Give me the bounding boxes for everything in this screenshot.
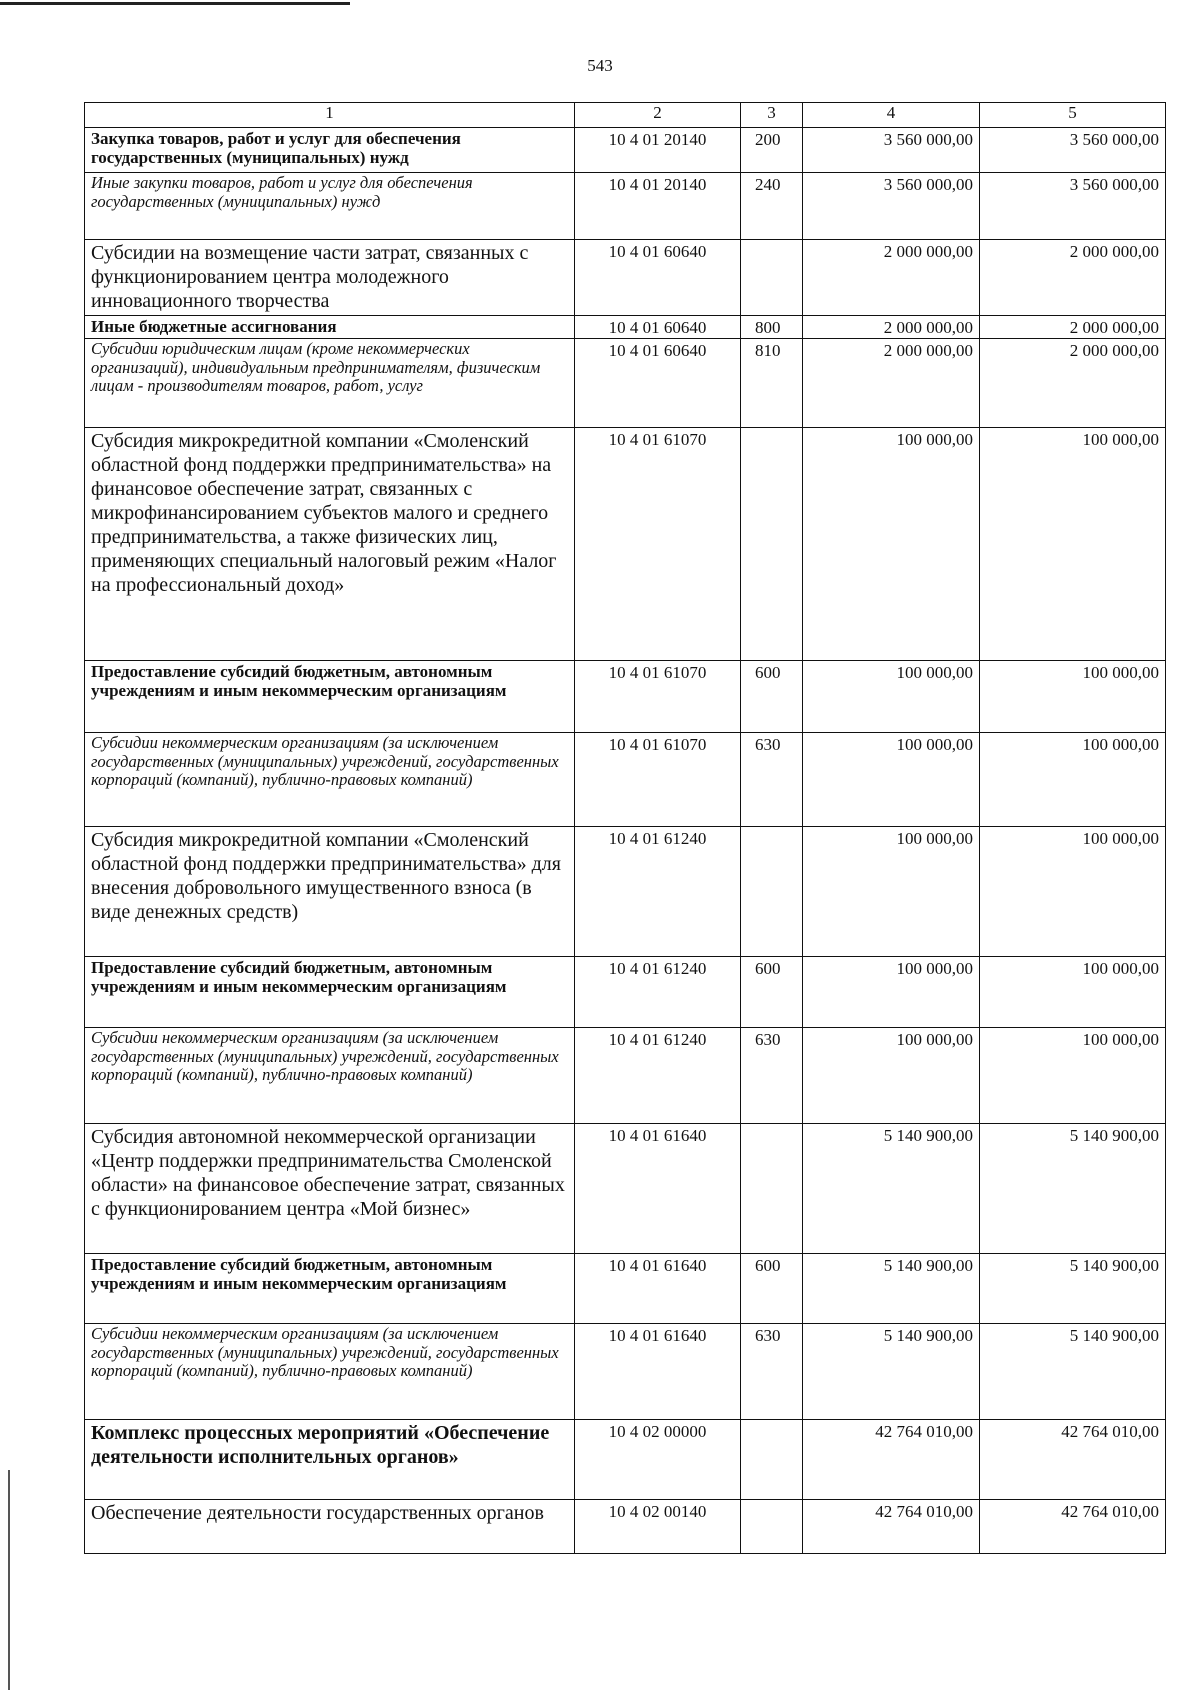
- row-amount-4: 100 000,00: [803, 733, 980, 827]
- row-amount-5: 5 140 900,00: [980, 1324, 1166, 1420]
- row-amount-5: 42 764 010,00: [980, 1420, 1166, 1500]
- row-amount-5: 5 140 900,00: [980, 1124, 1166, 1254]
- row-name: Предоставление субсидий бюджетным, автономным учреждениям и иным некоммерческим организациям: [85, 661, 575, 733]
- table-row: [85, 316, 1166, 339]
- table-row: [85, 1254, 1166, 1324]
- row-type: 600: [741, 957, 803, 1028]
- row-name: Субсидия микрокредитной компании «Смоленский областной фонд поддержки предпринимательства» на финансовое обеспечение затрат, связанных с микрофинансированием субъектов малого и среднего предпринимательства, а также физических лиц, применяющих специальный налоговый режим «Налог на профессиональный доход»: [85, 428, 575, 661]
- row-amount-4: 2 000 000,00: [803, 240, 980, 316]
- table-row: [85, 827, 1166, 957]
- table-row: [85, 173, 1166, 240]
- table-row: [85, 128, 1166, 173]
- row-name: Субсидии некоммерческим организациям (за исключением государственных (муниципальных) учреждений, государственных корпораций (компаний), публично-правовых компаний): [85, 733, 575, 827]
- col-header-3: 3: [741, 103, 803, 128]
- row-name: Субсидии некоммерческим организациям (за исключением государственных (муниципальных) учреждений, государственных корпораций (компаний), публично-правовых компаний): [85, 1028, 575, 1124]
- table-row: [85, 1124, 1166, 1254]
- row-amount-5: 100 000,00: [980, 957, 1166, 1028]
- row-name: Субсидии юридическим лицам (кроме некоммерческих организаций), индивидуальным предпринимателям, физическим лицам - производителям товаров, работ, услуг: [85, 339, 575, 428]
- row-amount-5: 100 000,00: [980, 428, 1166, 661]
- table-row: [85, 661, 1166, 733]
- row-amount-4: 100 000,00: [803, 1028, 980, 1124]
- col-header-4: 4: [803, 103, 980, 128]
- row-type: [741, 1500, 803, 1554]
- page-number: 543: [587, 56, 613, 75]
- row-code: 10 4 01 61240: [575, 1028, 741, 1124]
- row-type: 200: [741, 128, 803, 173]
- row-code: 10 4 01 61070: [575, 661, 741, 733]
- row-amount-4: 100 000,00: [803, 428, 980, 661]
- table-row: [85, 428, 1166, 661]
- row-type: [741, 1124, 803, 1254]
- table-row: [85, 1324, 1166, 1420]
- row-amount-5: 2 000 000,00: [980, 240, 1166, 316]
- row-amount-5: 100 000,00: [980, 733, 1166, 827]
- table-row: [85, 240, 1166, 316]
- row-amount-4: 2 000 000,00: [803, 316, 980, 339]
- row-type: [741, 240, 803, 316]
- row-type: 630: [741, 1028, 803, 1124]
- table-row: [85, 957, 1166, 1028]
- row-type: [741, 1420, 803, 1500]
- row-code: 10 4 01 61640: [575, 1324, 741, 1420]
- row-name: Закупка товаров, работ и услуг для обеспечения государственных (муниципальных) нужд: [85, 128, 575, 173]
- row-amount-4: 42 764 010,00: [803, 1500, 980, 1554]
- row-amount-5: 100 000,00: [980, 661, 1166, 733]
- row-code: 10 4 02 00000: [575, 1420, 741, 1500]
- table-row: [85, 1420, 1166, 1500]
- row-code: 10 4 01 61070: [575, 733, 741, 827]
- row-amount-5: 2 000 000,00: [980, 316, 1166, 339]
- row-amount-4: 5 140 900,00: [803, 1324, 980, 1420]
- row-code: 10 4 01 20140: [575, 128, 741, 173]
- row-amount-4: 3 560 000,00: [803, 128, 980, 173]
- row-amount-4: 3 560 000,00: [803, 173, 980, 240]
- top-rule: [0, 2, 350, 5]
- row-type: 630: [741, 733, 803, 827]
- row-name: Комплекс процессных мероприятий «Обеспечение деятельности исполнительных органов»: [85, 1420, 575, 1500]
- row-type: 810: [741, 339, 803, 428]
- row-amount-5: 42 764 010,00: [980, 1500, 1166, 1554]
- row-amount-5: 2 000 000,00: [980, 339, 1166, 428]
- header-row: [85, 103, 1166, 128]
- row-name: Предоставление субсидий бюджетным, автономным учреждениям и иным некоммерческим организациям: [85, 957, 575, 1028]
- row-type: 630: [741, 1324, 803, 1420]
- row-amount-4: 100 000,00: [803, 827, 980, 957]
- row-amount-4: 100 000,00: [803, 957, 980, 1028]
- row-code: 10 4 01 61070: [575, 428, 741, 661]
- table-row: [85, 733, 1166, 827]
- table-row: [85, 339, 1166, 428]
- row-code: 10 4 01 61240: [575, 827, 741, 957]
- row-name: Иные закупки товаров, работ и услуг для обеспечения государственных (муниципальных) нужд: [85, 173, 575, 240]
- row-type: 600: [741, 1254, 803, 1324]
- row-type: 240: [741, 173, 803, 240]
- row-amount-4: 100 000,00: [803, 661, 980, 733]
- row-amount-4: 5 140 900,00: [803, 1124, 980, 1254]
- row-type: [741, 428, 803, 661]
- row-amount-4: 42 764 010,00: [803, 1420, 980, 1500]
- row-name: Субсидии некоммерческим организациям (за исключением государственных (муниципальных) учреждений, государственных корпораций (компаний), публично-правовых компаний): [85, 1324, 575, 1420]
- row-code: 10 4 01 60640: [575, 339, 741, 428]
- row-amount-5: 100 000,00: [980, 827, 1166, 957]
- row-type: 600: [741, 661, 803, 733]
- col-header-2: 2: [575, 103, 741, 128]
- row-amount-5: 100 000,00: [980, 1028, 1166, 1124]
- row-name: Субсидия автономной некоммерческой организации «Центр поддержки предпринимательства Смоленской области» на финансовое обеспечение затрат, связанных с функционированием центра «Мой бизнес»: [85, 1124, 575, 1254]
- row-name: Субсидии на возмещение части затрат, связанных с функционированием центра молодежного инновационного творчества: [85, 240, 575, 316]
- row-code: 10 4 01 60640: [575, 240, 741, 316]
- row-amount-4: 5 140 900,00: [803, 1254, 980, 1324]
- row-name: Предоставление субсидий бюджетным, автономным учреждениям и иным некоммерческим организациям: [85, 1254, 575, 1324]
- budget-table: [84, 102, 1166, 1554]
- row-code: 10 4 01 61640: [575, 1254, 741, 1324]
- row-type: 800: [741, 316, 803, 339]
- row-type: [741, 827, 803, 957]
- left-margin-line: [8, 1470, 10, 1690]
- table-row: [85, 1500, 1166, 1554]
- col-header-1: 1: [85, 103, 575, 128]
- table-row: [85, 1028, 1166, 1124]
- row-amount-5: 5 140 900,00: [980, 1254, 1166, 1324]
- row-amount-4: 2 000 000,00: [803, 339, 980, 428]
- row-code: 10 4 01 61240: [575, 957, 741, 1028]
- row-name: Субсидия микрокредитной компании «Смоленский областной фонд поддержки предпринимательства» для внесения добровольного имущественного взноса (в виде денежных средств): [85, 827, 575, 957]
- row-name: Обеспечение деятельности государственных органов: [85, 1500, 575, 1554]
- row-amount-5: 3 560 000,00: [980, 173, 1166, 240]
- row-code: 10 4 01 61640: [575, 1124, 741, 1254]
- row-code: 10 4 01 20140: [575, 173, 741, 240]
- col-header-5: 5: [980, 103, 1166, 128]
- row-code: 10 4 01 60640: [575, 316, 741, 339]
- row-code: 10 4 02 00140: [575, 1500, 741, 1554]
- row-name: Иные бюджетные ассигнования: [85, 316, 575, 339]
- row-amount-5: 3 560 000,00: [980, 128, 1166, 173]
